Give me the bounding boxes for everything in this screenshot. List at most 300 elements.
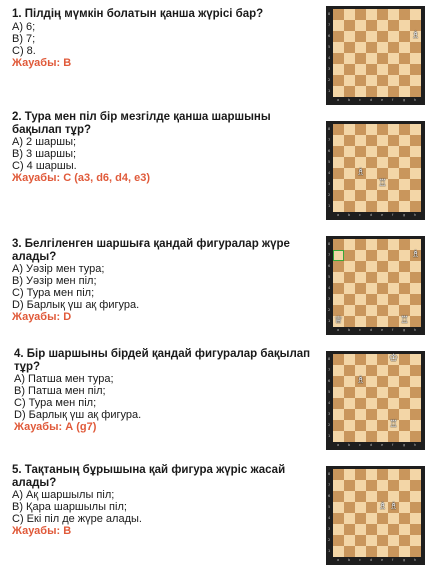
square-d3 — [366, 524, 377, 535]
option-c: С) Тура мен піл; — [14, 397, 97, 409]
chess-board-2 — [326, 121, 425, 220]
square-b7 — [344, 250, 355, 261]
square-b5 — [344, 42, 355, 53]
square-d1 — [366, 201, 377, 212]
square-g4 — [399, 168, 410, 179]
option-d: D) Барлық үш ақ фигура. — [14, 409, 142, 421]
file-label: c — [359, 328, 361, 332]
square-c2 — [355, 190, 366, 201]
rank-label: 2 — [328, 78, 331, 82]
square-c1 — [355, 86, 366, 97]
square-a8 — [333, 239, 344, 250]
square-f2 — [388, 535, 399, 546]
square-a8 — [333, 354, 344, 365]
chess-board-1 — [326, 6, 425, 105]
file-label: b — [348, 213, 351, 217]
square-d7 — [366, 365, 377, 376]
square-h6 — [410, 261, 421, 272]
square-c6 — [355, 31, 366, 42]
option-b: В) Патша мен піл; — [14, 385, 106, 397]
square-b7 — [344, 135, 355, 146]
square-a7 — [333, 20, 344, 31]
square-a3 — [333, 294, 344, 305]
square-f6 — [388, 31, 399, 42]
file-label: e — [381, 558, 384, 562]
square-b1 — [344, 431, 355, 442]
square-g7 — [399, 365, 410, 376]
square-f1 — [388, 201, 399, 212]
white-rook-icon: ♖ — [389, 419, 398, 430]
option-a: А) Патша мен тура; — [14, 373, 114, 385]
square-d1 — [366, 546, 377, 557]
square-d5 — [366, 42, 377, 53]
square-g5 — [399, 272, 410, 283]
square-d5 — [366, 387, 377, 398]
file-label: e — [381, 98, 384, 102]
square-a8 — [333, 469, 344, 480]
rank-label: 5 — [328, 505, 331, 509]
square-b4 — [344, 168, 355, 179]
chess-board-3 — [326, 236, 425, 335]
file-label: d — [370, 558, 373, 562]
square-g1 — [399, 201, 410, 212]
square-e5 — [377, 272, 388, 283]
square-a6 — [333, 31, 344, 42]
square-h2 — [410, 535, 421, 546]
square-h2 — [410, 190, 421, 201]
question-1 — [12, 8, 312, 70]
rank-label: 3 — [328, 67, 331, 71]
square-d1 — [366, 86, 377, 97]
square-d6 — [366, 31, 377, 42]
square-a5 — [333, 157, 344, 168]
square-a7 — [333, 480, 344, 491]
square-a5 — [333, 42, 344, 53]
square-f1 — [388, 316, 399, 327]
file-label: f — [392, 98, 394, 102]
option-b: В) Қара шаршылы піл; — [12, 501, 127, 513]
square-a6 — [333, 261, 344, 272]
square-a2 — [333, 75, 344, 86]
square-h8 — [410, 469, 421, 480]
square-a2 — [333, 535, 344, 546]
square-f4 — [388, 283, 399, 294]
square-c7 — [355, 20, 366, 31]
square-h5 — [410, 502, 421, 513]
square-e3 — [377, 409, 388, 420]
file-label: e — [381, 328, 384, 332]
square-b8 — [344, 469, 355, 480]
square-e1 — [377, 431, 388, 442]
square-g3 — [399, 294, 410, 305]
square-g6 — [399, 261, 410, 272]
option-b: В) 3 шаршы; — [12, 148, 77, 160]
square-f8 — [388, 9, 399, 20]
square-f3 — [388, 179, 399, 190]
square-h8 — [410, 354, 421, 365]
square-c6 — [355, 376, 366, 387]
rank-label: 7 — [328, 483, 331, 487]
square-h4 — [410, 53, 421, 64]
square-d7 — [366, 250, 377, 261]
square-f5 — [388, 157, 399, 168]
square-d5 — [366, 157, 377, 168]
option-c: С) 8. — [12, 44, 36, 57]
square-a2 — [333, 420, 344, 431]
square-b3 — [344, 179, 355, 190]
rank-label: 3 — [328, 182, 331, 186]
square-b8 — [344, 239, 355, 250]
square-c2 — [355, 420, 366, 431]
rank-label: 5 — [328, 160, 331, 164]
square-c8 — [355, 354, 366, 365]
question-title: 2. Тура мен піл бір мезгілде қанша шаршыны бақылап тұр? — [12, 111, 271, 136]
file-label: h — [414, 328, 417, 332]
square-d4 — [366, 168, 377, 179]
question-4 — [14, 348, 312, 434]
square-g2 — [399, 75, 410, 86]
square-b4 — [344, 283, 355, 294]
file-label: a — [337, 213, 340, 217]
square-h3 — [410, 294, 421, 305]
square-e4 — [377, 513, 388, 524]
square-g4 — [399, 283, 410, 294]
square-b7 — [344, 480, 355, 491]
square-c1 — [355, 316, 366, 327]
square-b4 — [344, 513, 355, 524]
square-a6 — [333, 146, 344, 157]
square-e5 — [377, 502, 388, 513]
square-c6 — [355, 491, 366, 502]
square-h2 — [410, 75, 421, 86]
square-g6 — [399, 491, 410, 502]
square-h4 — [410, 513, 421, 524]
square-f3 — [388, 64, 399, 75]
square-e5 — [377, 42, 388, 53]
chess-board-5 — [326, 466, 425, 565]
square-a1 — [333, 546, 344, 557]
white-bishop-icon: ♗ — [389, 501, 398, 512]
option-b: В) 7; — [12, 32, 36, 45]
square-g3 — [399, 524, 410, 535]
white-bishop-icon: ♗ — [411, 30, 420, 41]
square-b3 — [344, 409, 355, 420]
square-h1 — [410, 316, 421, 327]
square-e6 — [377, 261, 388, 272]
square-b5 — [344, 387, 355, 398]
answer: Жауабы: D — [12, 311, 72, 323]
square-b2 — [344, 305, 355, 316]
rank-label: 5 — [328, 390, 331, 394]
square-h1 — [410, 431, 421, 442]
rank-label: 7 — [328, 253, 331, 257]
square-d6 — [366, 376, 377, 387]
square-f7 — [388, 135, 399, 146]
square-f7 — [388, 250, 399, 261]
square-a3 — [333, 409, 344, 420]
question-2 — [12, 111, 310, 185]
square-a5 — [333, 272, 344, 283]
square-f1 — [388, 546, 399, 557]
square-g4 — [399, 513, 410, 524]
file-label: b — [348, 558, 351, 562]
option-a: А) 6; — [12, 20, 36, 33]
rank-label: 5 — [328, 275, 331, 279]
square-h3 — [410, 409, 421, 420]
square-f3 — [388, 524, 399, 535]
square-d1 — [366, 431, 377, 442]
square-g8 — [399, 124, 410, 135]
square-e1 — [377, 316, 388, 327]
square-e6 — [377, 376, 388, 387]
square-g1 — [399, 86, 410, 97]
option-a: А) Ақ шаршылы піл; — [12, 489, 115, 501]
square-d8 — [366, 469, 377, 480]
square-e2 — [377, 420, 388, 431]
rank-label: 7 — [328, 23, 331, 27]
question-3 — [12, 238, 314, 324]
chess-board-4 — [326, 351, 425, 450]
square-g3 — [399, 179, 410, 190]
square-c8 — [355, 239, 366, 250]
file-label: b — [348, 98, 351, 102]
square-b5 — [344, 502, 355, 513]
square-f7 — [388, 480, 399, 491]
square-a6 — [333, 376, 344, 387]
square-d4 — [366, 398, 377, 409]
square-f2 — [388, 420, 399, 431]
square-h2 — [410, 305, 421, 316]
square-h7 — [410, 480, 421, 491]
square-b1 — [344, 546, 355, 557]
square-e8 — [377, 9, 388, 20]
square-g8 — [399, 9, 410, 20]
square-b3 — [344, 64, 355, 75]
square-g3 — [399, 409, 410, 420]
file-label: b — [348, 328, 351, 332]
square-c1 — [355, 546, 366, 557]
square-h6 — [410, 376, 421, 387]
white-bishop-icon: ♗ — [356, 375, 365, 386]
file-label: g — [403, 213, 406, 217]
rank-label: 7 — [328, 138, 331, 142]
file-label: g — [403, 328, 406, 332]
square-e7 — [377, 135, 388, 146]
square-c4 — [355, 168, 366, 179]
square-e5 — [377, 387, 388, 398]
square-a2 — [333, 190, 344, 201]
option-c: С) 4 шаршы. — [12, 160, 77, 172]
file-label: c — [359, 98, 361, 102]
file-label: d — [370, 98, 373, 102]
board-grid — [333, 9, 421, 97]
square-b1 — [344, 86, 355, 97]
square-b3 — [344, 524, 355, 535]
file-label: c — [359, 558, 361, 562]
square-a7 — [333, 365, 344, 376]
square-g3 — [399, 64, 410, 75]
board-grid — [333, 469, 421, 557]
square-e1 — [377, 546, 388, 557]
square-h1 — [410, 86, 421, 97]
square-f4 — [388, 398, 399, 409]
square-h1 — [410, 546, 421, 557]
square-d2 — [366, 305, 377, 316]
square-h7 — [410, 135, 421, 146]
file-label: h — [414, 558, 417, 562]
square-e7 — [377, 250, 388, 261]
square-h4 — [410, 168, 421, 179]
square-f8 — [388, 239, 399, 250]
rank-label: 3 — [328, 297, 331, 301]
square-h6 — [410, 146, 421, 157]
square-d5 — [366, 272, 377, 283]
option-a: А) Уәзір мен тура; — [12, 263, 105, 275]
square-b6 — [344, 261, 355, 272]
square-h7 — [410, 365, 421, 376]
square-c4 — [355, 53, 366, 64]
board-grid — [333, 124, 421, 212]
square-d6 — [366, 146, 377, 157]
square-e8 — [377, 239, 388, 250]
rank-label: 6 — [328, 379, 331, 383]
square-b4 — [344, 398, 355, 409]
square-c3 — [355, 409, 366, 420]
square-d4 — [366, 513, 377, 524]
file-label: a — [337, 328, 340, 332]
square-d7 — [366, 480, 377, 491]
square-d5 — [366, 502, 377, 513]
square-c5 — [355, 387, 366, 398]
square-c2 — [355, 305, 366, 316]
square-e3 — [377, 64, 388, 75]
rank-label: 4 — [328, 56, 331, 60]
square-d8 — [366, 354, 377, 365]
answer: Жауабы: С (а3, d6, d4, е3) — [12, 172, 150, 184]
square-e7 — [377, 480, 388, 491]
square-c6 — [355, 261, 366, 272]
square-b2 — [344, 535, 355, 546]
square-c6 — [355, 146, 366, 157]
square-c8 — [355, 124, 366, 135]
square-a3 — [333, 64, 344, 75]
square-f6 — [388, 261, 399, 272]
file-label: e — [381, 213, 384, 217]
square-b8 — [344, 124, 355, 135]
square-c5 — [355, 272, 366, 283]
square-g8 — [399, 469, 410, 480]
square-f5 — [388, 387, 399, 398]
question-title: 4. Бір шаршыны бірдей қандай фигуралар бақылап тұр? — [14, 348, 311, 373]
square-g6 — [399, 146, 410, 157]
file-label: h — [414, 98, 417, 102]
square-g1 — [399, 316, 410, 327]
square-c5 — [355, 42, 366, 53]
square-e1 — [377, 201, 388, 212]
square-d3 — [366, 294, 377, 305]
square-h1 — [410, 201, 421, 212]
square-a3 — [333, 179, 344, 190]
rank-label: 5 — [328, 45, 331, 49]
question-5 — [12, 464, 310, 538]
square-a5 — [333, 502, 344, 513]
rank-label: 1 — [328, 434, 331, 438]
square-d8 — [366, 124, 377, 135]
square-d8 — [366, 9, 377, 20]
answer: Жауабы: В — [12, 525, 72, 537]
file-label: d — [370, 443, 373, 447]
square-c5 — [355, 502, 366, 513]
square-g1 — [399, 546, 410, 557]
answer: Жауабы: В — [12, 56, 72, 69]
square-a1 — [333, 86, 344, 97]
square-a7 — [333, 135, 344, 146]
square-f6 — [388, 146, 399, 157]
square-d3 — [366, 409, 377, 420]
file-label: h — [414, 213, 417, 217]
square-f4 — [388, 53, 399, 64]
square-f8 — [388, 469, 399, 480]
square-d2 — [366, 420, 377, 431]
file-label: f — [392, 328, 394, 332]
square-d2 — [366, 535, 377, 546]
square-h5 — [410, 272, 421, 283]
square-e5 — [377, 157, 388, 168]
square-d4 — [366, 53, 377, 64]
square-g4 — [399, 53, 410, 64]
square-e7 — [377, 20, 388, 31]
rank-label: 8 — [328, 12, 331, 16]
square-e3 — [377, 179, 388, 190]
square-g2 — [399, 420, 410, 431]
square-e4 — [377, 53, 388, 64]
square-b7 — [344, 365, 355, 376]
white-rook-icon: ♖ — [378, 178, 387, 189]
file-label: f — [392, 558, 394, 562]
rank-label: 8 — [328, 357, 331, 361]
square-d1 — [366, 316, 377, 327]
square-a4 — [333, 168, 344, 179]
rank-label: 7 — [328, 368, 331, 372]
rank-label: 1 — [328, 549, 331, 553]
rank-label: 8 — [328, 127, 331, 131]
square-a4 — [333, 53, 344, 64]
square-b5 — [344, 272, 355, 283]
square-a7 — [333, 250, 344, 261]
option-a: А) 2 шаршы; — [12, 136, 77, 148]
square-d2 — [366, 190, 377, 201]
square-c1 — [355, 201, 366, 212]
file-label: d — [370, 328, 373, 332]
square-d4 — [366, 283, 377, 294]
square-a8 — [333, 9, 344, 20]
rank-label: 1 — [328, 319, 331, 323]
square-b6 — [344, 491, 355, 502]
square-e2 — [377, 305, 388, 316]
square-b5 — [344, 157, 355, 168]
square-g2 — [399, 190, 410, 201]
square-g7 — [399, 250, 410, 261]
square-b8 — [344, 9, 355, 20]
square-f4 — [388, 513, 399, 524]
square-b2 — [344, 75, 355, 86]
white-bishop-icon: ♗ — [411, 249, 420, 260]
square-d7 — [366, 20, 377, 31]
rank-label: 3 — [328, 412, 331, 416]
file-label: a — [337, 443, 340, 447]
square-a6 — [333, 491, 344, 502]
rank-label: 8 — [328, 472, 331, 476]
